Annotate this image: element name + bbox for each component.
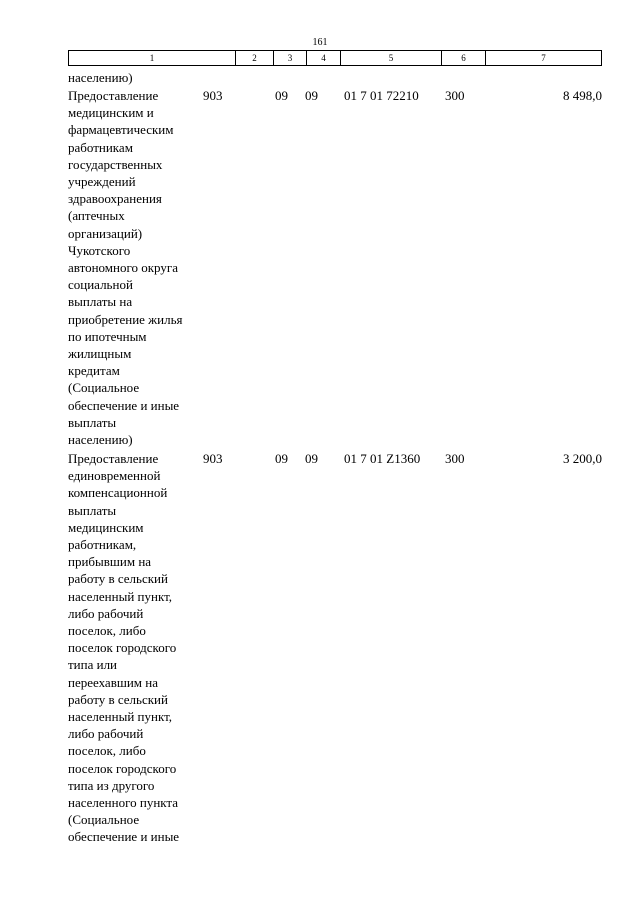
row-description-line: переехавшим на — [68, 674, 159, 690]
row-description-line: выплаты — [68, 414, 117, 430]
row-description-line: единовременной — [68, 468, 161, 484]
row-description-line: типа из другого — [68, 777, 155, 793]
row-expense-type: 300 — [445, 451, 465, 466]
row-description-line: населению) — [68, 432, 133, 448]
row-subsection-code: 09 — [305, 451, 318, 466]
row-section-code: 09 — [275, 88, 288, 103]
column-header-table — [68, 50, 602, 66]
row-subsection-code: 09 — [305, 88, 318, 103]
column-header-3: 3 — [274, 51, 307, 66]
row-description-line: Предоставление — [68, 451, 159, 466]
row-description-line: Чукотского — [68, 242, 131, 258]
column-header-2: 2 — [236, 51, 274, 66]
row-ministry-code: 903 — [203, 88, 223, 103]
row-description-line: учреждений — [68, 174, 136, 190]
row-description-line: (аптечных — [68, 208, 125, 224]
row-description-line: приобретение жилья — [68, 311, 183, 327]
row-description-line: (Социальное — [68, 380, 140, 396]
row-description-line: либо рабочий — [68, 605, 144, 621]
row-description-line: здравоохранения — [68, 191, 162, 207]
row-description-line: выплаты — [68, 502, 117, 518]
row-description — [68, 87, 208, 448]
column-header-row — [69, 51, 602, 66]
row-section-code: 09 — [275, 451, 288, 466]
column-header-5: 5 — [341, 51, 442, 66]
row-description-line: государственных — [68, 156, 163, 172]
row-target-article: 01 7 01 Z1360 — [344, 451, 421, 466]
row-description-line: поселок городского — [68, 640, 177, 656]
row-description-line: жилищным — [68, 346, 132, 362]
row-amount: 3 200,0 — [563, 451, 602, 466]
continuation-text: населению) — [68, 70, 133, 85]
column-header-1: 1 — [69, 51, 236, 66]
row-description-line: либо рабочий — [68, 726, 144, 742]
row-description-line: населенного пункта — [68, 795, 179, 811]
row-target-article: 01 7 01 72210 — [344, 88, 419, 103]
row-description-line: поселок, либо — [68, 743, 146, 759]
row-description-line: обеспечение и иные — [68, 397, 180, 413]
row-description-line: Предоставление — [68, 88, 159, 103]
row-description-line: населенный пункт, — [68, 709, 173, 725]
row-description-line: фармацевтическим — [68, 122, 174, 138]
row-amount: 8 498,0 — [563, 88, 602, 103]
row-description-line: социальной — [68, 277, 133, 293]
row-description-line: поселок городского — [68, 760, 177, 776]
row-description-line: кредитам — [68, 363, 120, 379]
column-header-7: 7 — [486, 51, 602, 66]
row-description-line: работу в сельский — [68, 571, 168, 587]
row-description-line: работникам, — [68, 537, 137, 553]
row-description-line: населенный пункт, — [68, 588, 173, 604]
row-description-line: обеспечение и иные — [68, 829, 180, 845]
row-description-line: работникам — [68, 139, 133, 155]
row-description-line: автономного округа — [68, 260, 178, 276]
row-description-line: (Социальное — [68, 812, 140, 828]
column-header-4: 4 — [307, 51, 341, 66]
row-description-line: организаций) — [68, 225, 143, 241]
row-description-line: работу в сельский — [68, 691, 168, 707]
row-description-line: поселок, либо — [68, 623, 146, 639]
row-description — [68, 450, 208, 846]
row-description-line: медицинским и — [68, 105, 154, 121]
row-description-line: прибывшим на — [68, 554, 152, 570]
row-description-line: выплаты на — [68, 294, 133, 310]
row-expense-type: 300 — [445, 88, 465, 103]
row-description-line: компенсационной — [68, 485, 168, 501]
row-description-line: медицинским — [68, 519, 144, 535]
row-description-line: по ипотечным — [68, 328, 147, 344]
page-number: 161 — [312, 37, 328, 48]
row-description-line: типа или — [68, 657, 118, 673]
column-header-6: 6 — [442, 51, 486, 66]
row-ministry-code: 903 — [203, 451, 223, 466]
